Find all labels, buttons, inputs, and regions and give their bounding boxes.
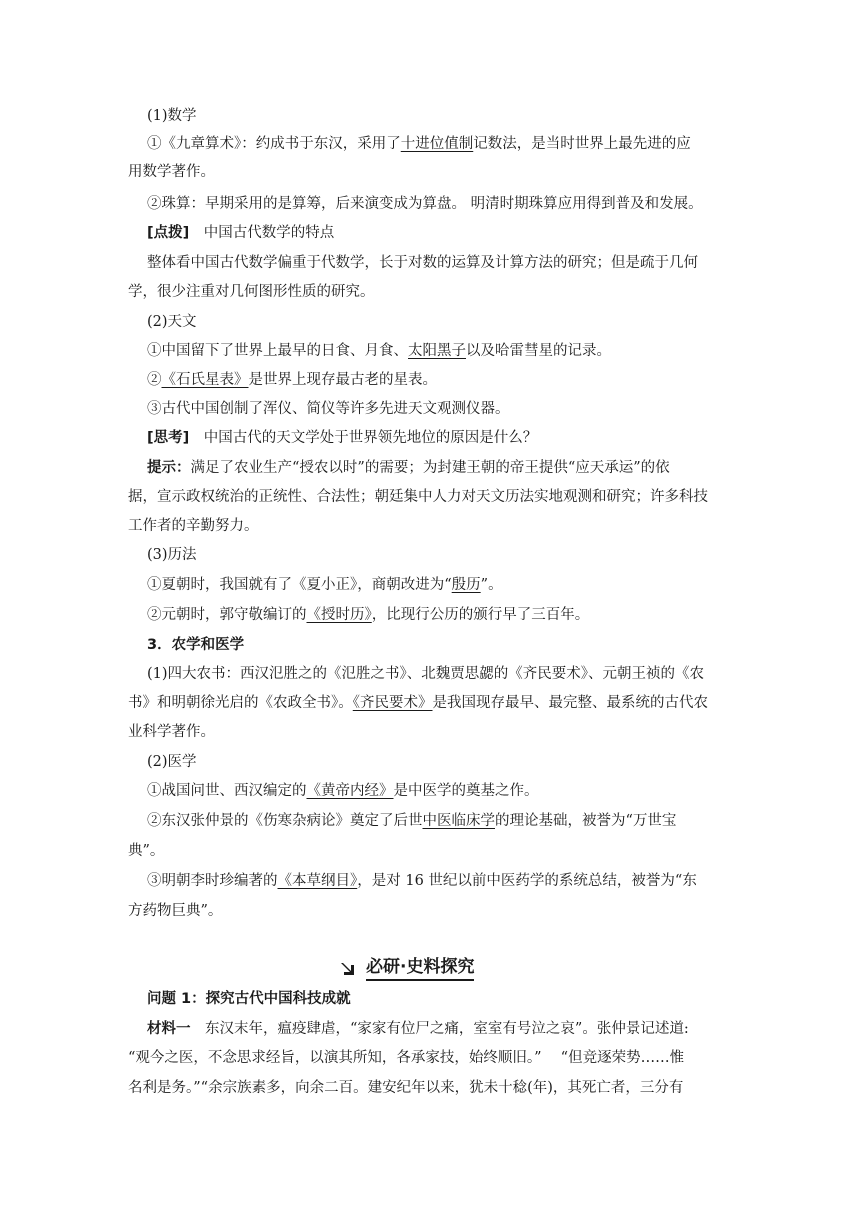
note-tag: [点拨] xyxy=(147,225,190,241)
agri-med-heading: 3．农学和医学 xyxy=(147,637,245,653)
section-title: 必研·史料探究 xyxy=(366,956,474,981)
term-clinical-medicine: 中医临床学 xyxy=(422,813,495,829)
med-heading: (2)医学 xyxy=(147,754,197,770)
arrow-down-right-icon xyxy=(340,958,360,978)
agri-books-3: 业科学著作。 xyxy=(128,724,215,740)
med-item-3: ③明朝李时珍编著的《本草纲目》，是对 16 世纪以前中医药学的系统总结，被誉为“东 xyxy=(147,873,697,889)
med-item-2-cont: 典”。 xyxy=(128,843,165,859)
math-item-1: ①《九章算术》：约成书于东汉，采用了十进位值制记数法，是当时世界上最先进的应 xyxy=(147,136,691,152)
calendar-item-1: ①夏朝时，我国就有了《夏小正》，商朝改进为“殷历”。 xyxy=(147,577,503,593)
hint-line-3: 工作者的辛勤努力。 xyxy=(128,518,259,534)
hint-tag: 提示： xyxy=(147,460,191,476)
astronomy-item-1: ①中国留下了世界上最早的日食、月食、太阳黑子以及哈雷彗星的记录。 xyxy=(147,343,611,359)
astronomy-item-3: ③古代中国创制了浑仪、简仪等许多先进天文观测仪器。 xyxy=(147,401,510,417)
term-yin-calendar: 殷历 xyxy=(451,577,481,593)
med-item-2: ②东汉张仲景的《伤寒杂病论》奠定了后世中医临床学的理论基础，被誉为“万世宝 xyxy=(147,813,677,829)
term-huangdi-neijing: 《黄帝内经》 xyxy=(306,783,394,799)
term-shoushi-calendar: 《授时历》 xyxy=(306,607,372,623)
hint-line-2: 据，宣示政权统治的正统性、合法性；朝廷集中人力对天文历法实地观测和研究；许多科技 xyxy=(128,489,708,505)
agri-books-2: 书》和明朝徐光启的《农政全书》。《齐民要术》是我国现存最早、最完整、最系统的古代农 xyxy=(128,695,708,711)
material-line-1: 材料一 东汉末年，瘟疫肆虐，“家家有位尸之痛，室室有号泣之哀”。张仲景记述道: xyxy=(147,1021,689,1037)
agri-books-1: (1)四大农书：西汉氾胜之的《氾胜之书》、北魏贾思勰的《齐民要术》、元朝王祯的《农 xyxy=(147,666,705,682)
calendar-heading: (3)历法 xyxy=(147,547,197,563)
material-line-2: “观今之医，不念思求经旨，以演其所知，各承家技，始终顺旧。” “但竞逐荣势……惟 xyxy=(128,1050,685,1066)
term-bencao-gangmu: 《本草纲目》 xyxy=(277,873,358,889)
note-line: [点拨] 中国古代数学的特点 xyxy=(147,225,335,241)
material-line-3: 名利是务。”“余宗族素多，向余二百。建安纪年以来，犹未十稔(年)，其死亡者，三分有 xyxy=(128,1080,684,1096)
med-item-1: ①战国问世、西汉编定的《黄帝内经》是中医学的奠基之作。 xyxy=(147,783,539,799)
think-line: [思考] 中国古代的天文学处于世界领先地位的原因是什么？ xyxy=(147,430,538,446)
hint-line-1: 提示：满足了农业生产“授农以时”的需要；为封建王朝的帝王提供“应天承运”的依 xyxy=(147,460,670,476)
astronomy-heading: (2)天文 xyxy=(147,314,197,330)
math-item-2: ②珠算：早期采用的是算筹，后来演变成为算盘。 明清时期珠算应用得到普及和发展。 xyxy=(147,196,703,212)
math-item-1-cont: 用数学著作。 xyxy=(128,164,215,180)
med-item-3-cont: 方药物巨典”。 xyxy=(128,903,223,919)
section-banner xyxy=(340,956,530,980)
math-heading: (1)数学 xyxy=(147,108,197,124)
think-tag: [思考] xyxy=(147,430,190,446)
material-tag: 材料一 xyxy=(147,1021,191,1037)
note-body-2: 学，很少注重对几何图形性质的研究。 xyxy=(128,284,375,300)
astronomy-item-2: ②《石氏星表》是世界上现存最古老的星表。 xyxy=(147,372,437,388)
note-body-1: 整体看中国古代数学偏重于代数学，长于对数的运算及计算方法的研究；但是疏于几何 xyxy=(147,255,698,271)
calendar-item-2: ②元朝时，郭守敬编订的《授时历》，比现行公历的颁行早了三百年。 xyxy=(147,607,590,623)
term-qimin-yaoshu: 《齐民要术》 xyxy=(352,695,433,711)
term-decimal-place-value: 十进位值制 xyxy=(400,136,474,152)
question-1: 问题 1：探究古代中国科技成就 xyxy=(147,991,351,1007)
term-sunspots: 太阳黑子 xyxy=(408,343,466,359)
term-star-catalog: 《石氏星表》 xyxy=(161,372,249,388)
